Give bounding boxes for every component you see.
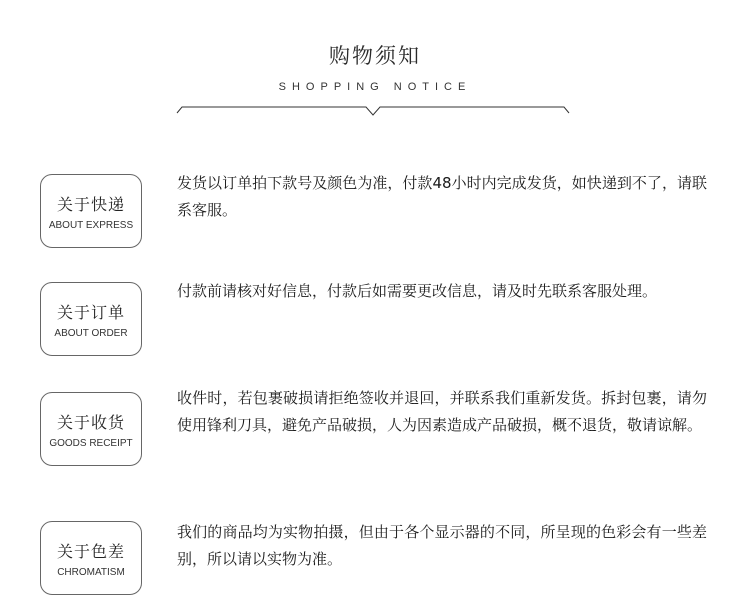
title-divider [176, 101, 570, 117]
order-badge [40, 282, 142, 356]
badge-label-en: GOODS RECEIPT [49, 438, 133, 449]
express-badge [40, 174, 142, 248]
order-notice-text: 付款前请核对好信息，付款后如需要更改信息，请及时先联系客服处理。 [177, 282, 658, 300]
chromatism-badge [40, 521, 142, 595]
badge-label-en: ABOUT ORDER [54, 328, 128, 339]
receipt-notice-text: 收件时，若包裹破损请拒绝签收并退回，并联系我们重新发货。拆封包裹，请勿使用锋利刀具，避免产品破损，人为因素造成产品破损，概不退货，敬请谅解。 [177, 389, 707, 434]
page-title: 购物须知 [329, 44, 421, 68]
badge-label-cn: 关于订单 [56, 303, 125, 322]
badge-label-en: ABOUT EXPRESS [48, 220, 134, 231]
badge-label-cn: 关于色差 [56, 542, 125, 561]
badge-label-cn: 关于快递 [56, 195, 125, 214]
badge-label-cn: 关于收货 [56, 413, 125, 432]
chromatism-notice-text: 我们的商品均为实物拍摄，但由于各个显示器的不同，所呈现的色彩会有一些差别，所以请以实物为准。 [177, 523, 707, 568]
page-subtitle: SHOPPING NOTICE [278, 81, 472, 93]
express-notice-text: 发货以订单拍下款号及颜色为准，付款48小时内完成发货，如快递到不了，请联系客服。 [177, 174, 707, 219]
receipt-badge [40, 392, 142, 466]
badge-label-en: CHROMATISM [57, 567, 125, 578]
